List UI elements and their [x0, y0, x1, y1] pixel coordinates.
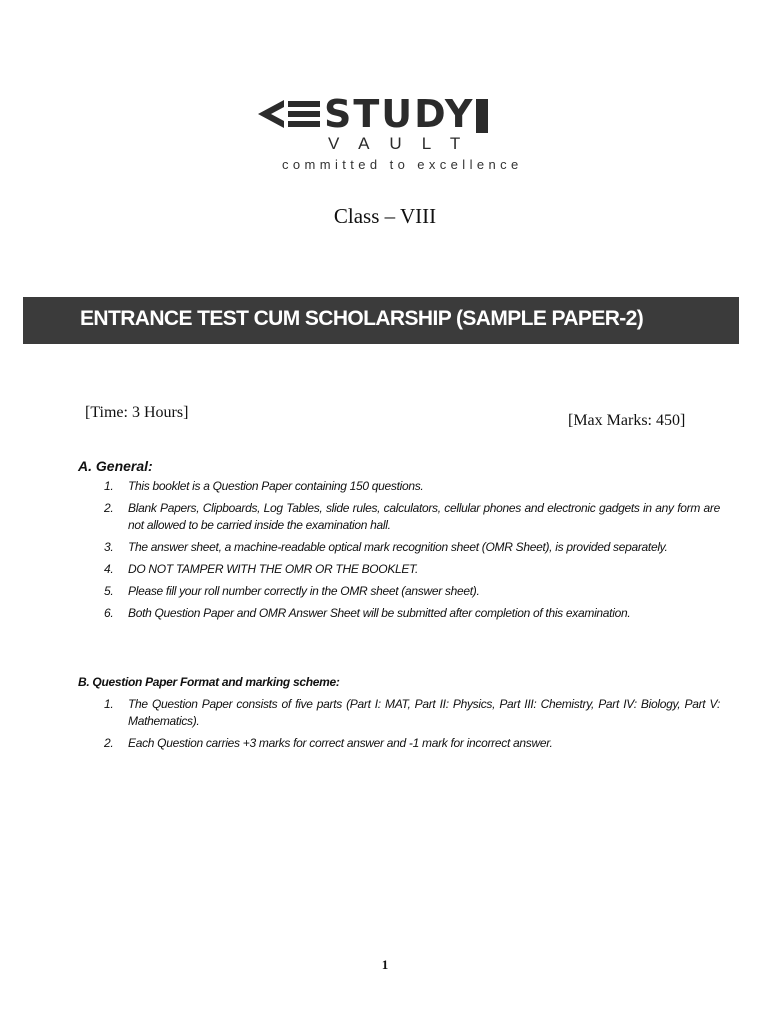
list-item: [104, 605, 720, 622]
study-vault-logo: [258, 94, 528, 174]
class-title: Class – VIII: [333, 204, 437, 228]
list-item: [104, 696, 720, 730]
item-text: The Question Paper consists of five parts (Part I: MAT, Part II: Physics, Part III: Chemistry, Part IV: Biology, Part V: Mathematics).: [128, 697, 720, 728]
item-text: DO NOT TAMPER WITH THE OMR OR THE BOOKLET.: [128, 562, 419, 576]
item-number: 1.: [104, 697, 114, 711]
list-item: [104, 539, 720, 556]
item-text: This booklet is a Question Paper containing 150 questions.: [128, 479, 424, 493]
section-b-heading: B. Question Paper Format and marking scheme:: [78, 675, 340, 689]
time-label: [Time: 3 Hours]: [85, 404, 189, 421]
item-text: Both Question Paper and OMR Answer Sheet will be submitted after completion of this examination.: [128, 606, 631, 620]
item-text: The answer sheet, a machine-readable optical mark recognition sheet (OMR Sheet), is provided separately.: [128, 540, 668, 554]
list-item: [104, 561, 720, 578]
title-banner: [23, 297, 739, 344]
page-number: 1: [381, 957, 389, 972]
item-number: 2.: [104, 736, 114, 750]
logo-subword: VAULT: [328, 134, 481, 153]
list-item: [104, 500, 720, 534]
section-a-list: [104, 478, 720, 627]
banner-title: ENTRANCE TEST CUM SCHOLARSHIP (SAMPLE PAPER-2): [80, 307, 644, 330]
item-text: Blank Papers, Clipboards, Log Tables, slide rules, calculators, cellular phones and electronic gadgets in any form are not allowed to be carried inside the examination hall.: [128, 501, 720, 532]
list-item: [104, 735, 720, 752]
item-number: 4.: [104, 562, 114, 576]
item-text: Each Question carries +3 marks for correct answer and -1 mark for incorrect answer.: [128, 736, 553, 750]
item-number: 5.: [104, 584, 114, 598]
list-item: [104, 478, 720, 495]
item-number: 2.: [104, 501, 114, 515]
section-b-list: [104, 696, 720, 757]
item-number: 3.: [104, 540, 114, 554]
list-item: [104, 583, 720, 600]
logo-wordmark: STUDY: [324, 92, 475, 136]
item-text: Please fill your roll number correctly in the OMR sheet (answer sheet).: [128, 584, 480, 598]
section-a-heading: A. General:: [78, 458, 153, 474]
logo-tagline: committed to excellence: [282, 157, 523, 172]
max-marks-label: [Max Marks: 450]: [568, 412, 686, 429]
item-number: 6.: [104, 606, 114, 620]
item-number: 1.: [104, 479, 114, 493]
